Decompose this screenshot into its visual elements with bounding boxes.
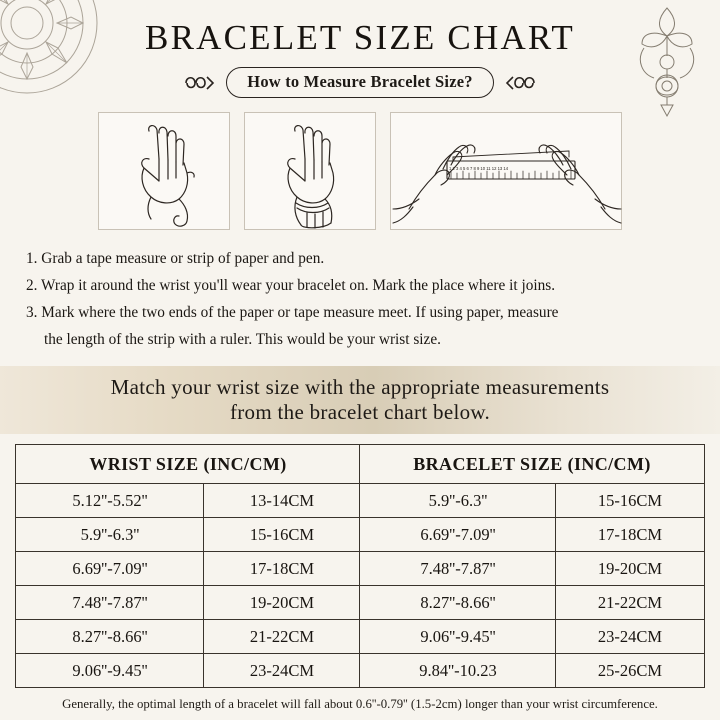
- flourish-right-icon: [504, 72, 538, 94]
- wrist-size-header: WRIST SIZE (INC/CM): [16, 445, 360, 484]
- bracelet-inch-cell: 7.48''-7.87'': [360, 552, 556, 586]
- band-line-1: Match your wrist size with the appropriate measurements: [110, 375, 610, 399]
- footnote: Generally, the optimal length of a bracelet will fall about 0.6''-0.79'' (1.5-2cm) longer than your wrist circumference.: [62, 697, 658, 711]
- wrist-inch-cell: 9.06''-9.45'': [16, 654, 204, 688]
- wrist-inch-cell: 5.9''-6.3'': [16, 518, 204, 552]
- bracelet-inch-cell: 6.69''-7.09'': [360, 518, 556, 552]
- band-line-2: from the bracelet chart below.: [229, 400, 491, 424]
- table-row: [16, 620, 704, 654]
- wrist-cm-cell: 23-24CM: [204, 654, 360, 688]
- bracelet-inch-cell: 9.84''-10.23: [360, 654, 556, 688]
- bracelet-inch-cell: 8.27''-8.66'': [360, 586, 556, 620]
- table-row: [16, 552, 704, 586]
- measure-steps: [26, 246, 694, 352]
- bracelet-cm-cell: 19-20CM: [556, 552, 704, 586]
- page-title: BRACELET SIZE CHART: [145, 18, 575, 57]
- table-row: [16, 654, 704, 688]
- bracelet-cm-cell: 15-16CM: [556, 484, 704, 518]
- step-1: 1. Grab a tape measure or strip of paper and pen.: [26, 250, 325, 267]
- svg-text:1 2 3 4 5 6 7 8 9 10 11 12 13: 1 2 3 4 5 6 7 8 9 10 11 12 13 14: [449, 166, 509, 171]
- table-row: [16, 586, 704, 620]
- wrist-cm-cell: 13-14CM: [204, 484, 360, 518]
- wrist-cm-cell: 15-16CM: [204, 518, 360, 552]
- bracelet-inch-cell: 9.06''-9.45'': [360, 620, 556, 654]
- step-3-continued: the length of the strip with a ruler. This would be your wrist size.: [44, 331, 441, 348]
- size-table: [15, 444, 704, 688]
- subtitle-row: [0, 67, 720, 98]
- table-row: [16, 518, 704, 552]
- table-header-row: [16, 445, 704, 484]
- bracelet-cm-cell: 17-18CM: [556, 518, 704, 552]
- wrist-inch-cell: 7.48''-7.87'': [16, 586, 204, 620]
- wrist-inch-cell: 5.12''-5.52'': [16, 484, 204, 518]
- hand-wrapping-wrist-illustration: [244, 112, 376, 230]
- wrist-inch-cell: 8.27''-8.66'': [16, 620, 204, 654]
- wrist-cm-cell: 17-18CM: [204, 552, 360, 586]
- flourish-left-icon: [182, 72, 216, 94]
- wrist-cm-cell: 21-22CM: [204, 620, 360, 654]
- table-row: [16, 484, 704, 518]
- wrist-cm-cell: 19-20CM: [204, 586, 360, 620]
- bracelet-cm-cell: 21-22CM: [556, 586, 704, 620]
- mandala-corner-icon: [0, 0, 102, 98]
- match-instruction-band: [0, 366, 720, 434]
- step-3: 3. Mark where the two ends of the paper or tape measure meet. If using paper, measure: [26, 304, 559, 321]
- hands-measuring-strip-with-ruler-illustration: [390, 112, 622, 230]
- bracelet-inch-cell: 5.9''-6.3'': [360, 484, 556, 518]
- step-2: 2. Wrap it around the wrist you'll wear your bracelet on. Mark the place where it joins.: [26, 277, 556, 294]
- illustration-row: [0, 112, 720, 230]
- bracelet-cm-cell: 23-24CM: [556, 620, 704, 654]
- bracelet-cm-cell: 25-26CM: [556, 654, 704, 688]
- hand-with-tape-measure-illustration: [98, 112, 230, 230]
- subtitle-pill: How to Measure Bracelet Size?: [226, 67, 493, 98]
- lotus-pendant-icon: [622, 4, 712, 119]
- wrist-inch-cell: 6.69''-7.09'': [16, 552, 204, 586]
- bracelet-size-header: BRACELET SIZE (INC/CM): [360, 445, 704, 484]
